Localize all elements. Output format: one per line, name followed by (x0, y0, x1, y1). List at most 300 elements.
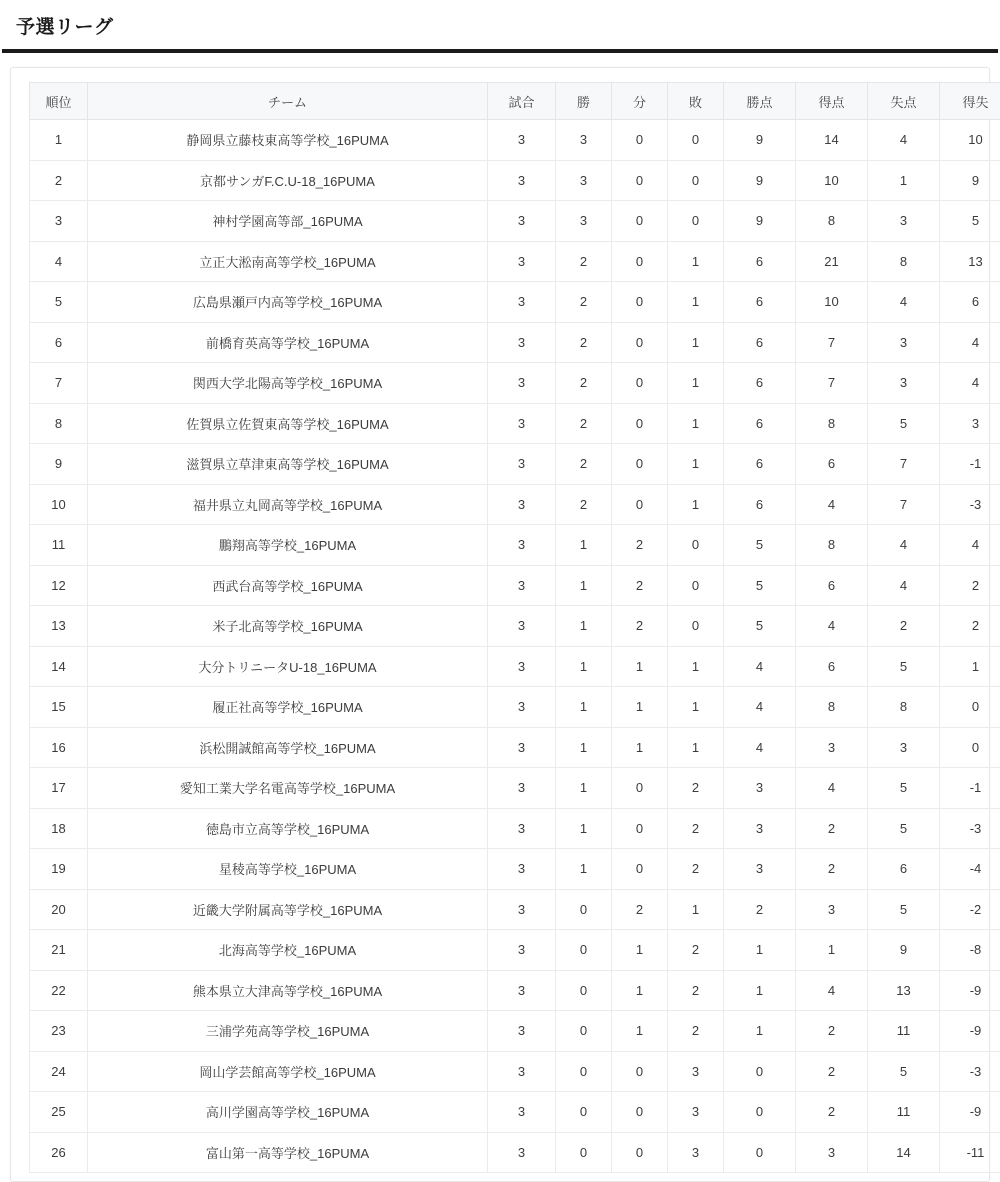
table-row (30, 646, 1000, 687)
draw-cell: 0 (612, 201, 668, 242)
goals-for-cell: 2 (796, 1092, 868, 1133)
goal-difference-cell: -8 (940, 930, 1000, 971)
draw-cell: 2 (612, 525, 668, 566)
goal-difference-cell: -2 (940, 889, 1000, 930)
loss-cell: 1 (668, 727, 724, 768)
games-cell: 3 (488, 403, 556, 444)
games-cell: 3 (488, 120, 556, 161)
games-cell: 3 (488, 1132, 556, 1173)
rank-cell: 4 (30, 241, 88, 282)
table-header-row (30, 83, 1000, 120)
column-header-win: 勝 (556, 83, 612, 120)
goals-for-cell: 21 (796, 241, 868, 282)
points-cell: 0 (724, 1051, 796, 1092)
table-row (30, 889, 1000, 930)
loss-cell: 0 (668, 201, 724, 242)
standings-panel (10, 67, 990, 1182)
goals-for-cell: 6 (796, 444, 868, 485)
loss-cell: 1 (668, 363, 724, 404)
draw-cell: 0 (612, 160, 668, 201)
goals-against-cell: 3 (868, 322, 940, 363)
table-row (30, 565, 1000, 606)
goal-difference-cell: -3 (940, 808, 1000, 849)
draw-cell: 0 (612, 484, 668, 525)
points-cell: 3 (724, 849, 796, 890)
goal-difference-cell: 5 (940, 201, 1000, 242)
loss-cell: 2 (668, 1011, 724, 1052)
table-row (30, 808, 1000, 849)
team-cell: 岡山学芸館高等学校_16PUMA (88, 1051, 488, 1092)
goals-against-cell: 5 (868, 808, 940, 849)
goal-difference-cell: 6 (940, 282, 1000, 323)
games-cell: 3 (488, 646, 556, 687)
rank-cell: 5 (30, 282, 88, 323)
win-cell: 0 (556, 1092, 612, 1133)
games-cell: 3 (488, 565, 556, 606)
draw-cell: 0 (612, 403, 668, 444)
team-cell: 佐賀県立佐賀東高等学校_16PUMA (88, 403, 488, 444)
games-cell: 3 (488, 363, 556, 404)
goals-for-cell: 2 (796, 1011, 868, 1052)
win-cell: 2 (556, 403, 612, 444)
win-cell: 3 (556, 160, 612, 201)
goal-difference-cell: -4 (940, 849, 1000, 890)
team-cell: 浜松開誠館高等学校_16PUMA (88, 727, 488, 768)
points-cell: 2 (724, 889, 796, 930)
table-row (30, 403, 1000, 444)
page-title: 予選リーグ (0, 0, 1000, 49)
goals-for-cell: 2 (796, 808, 868, 849)
games-cell: 3 (488, 727, 556, 768)
loss-cell: 1 (668, 241, 724, 282)
games-cell: 3 (488, 606, 556, 647)
team-cell: 広島県瀬戸内高等学校_16PUMA (88, 282, 488, 323)
goal-difference-cell: -9 (940, 1011, 1000, 1052)
team-cell: 前橋育英高等学校_16PUMA (88, 322, 488, 363)
goals-for-cell: 7 (796, 363, 868, 404)
games-cell: 3 (488, 849, 556, 890)
goals-for-cell: 6 (796, 646, 868, 687)
goals-against-cell: 2 (868, 606, 940, 647)
goals-for-cell: 3 (796, 889, 868, 930)
points-cell: 5 (724, 606, 796, 647)
games-cell: 3 (488, 282, 556, 323)
rank-cell: 2 (30, 160, 88, 201)
win-cell: 1 (556, 565, 612, 606)
points-cell: 1 (724, 1011, 796, 1052)
draw-cell: 0 (612, 1092, 668, 1133)
team-cell: 北海高等学校_16PUMA (88, 930, 488, 971)
table-row (30, 1051, 1000, 1092)
table-row (30, 606, 1000, 647)
rank-cell: 13 (30, 606, 88, 647)
team-cell: 滋賀県立草津東高等学校_16PUMA (88, 444, 488, 485)
win-cell: 0 (556, 889, 612, 930)
goals-against-cell: 6 (868, 849, 940, 890)
column-header-points: 勝点 (724, 83, 796, 120)
goals-for-cell: 8 (796, 201, 868, 242)
goals-for-cell: 2 (796, 1051, 868, 1092)
goals-for-cell: 2 (796, 849, 868, 890)
rank-cell: 14 (30, 646, 88, 687)
win-cell: 1 (556, 768, 612, 809)
goals-against-cell: 13 (868, 970, 940, 1011)
loss-cell: 3 (668, 1132, 724, 1173)
table-row (30, 1011, 1000, 1052)
team-cell: 履正社高等学校_16PUMA (88, 687, 488, 728)
goals-for-cell: 4 (796, 606, 868, 647)
rank-cell: 15 (30, 687, 88, 728)
points-cell: 9 (724, 201, 796, 242)
loss-cell: 2 (668, 849, 724, 890)
draw-cell: 0 (612, 322, 668, 363)
draw-cell: 0 (612, 1051, 668, 1092)
points-cell: 0 (724, 1092, 796, 1133)
table-row (30, 444, 1000, 485)
draw-cell: 2 (612, 606, 668, 647)
table-row (30, 1092, 1000, 1133)
games-cell: 3 (488, 970, 556, 1011)
loss-cell: 1 (668, 282, 724, 323)
goals-against-cell: 5 (868, 768, 940, 809)
loss-cell: 0 (668, 525, 724, 566)
table-row (30, 768, 1000, 809)
table-row (30, 160, 1000, 201)
rank-cell: 8 (30, 403, 88, 444)
draw-cell: 0 (612, 444, 668, 485)
rank-cell: 21 (30, 930, 88, 971)
points-cell: 6 (724, 363, 796, 404)
win-cell: 0 (556, 970, 612, 1011)
goal-difference-cell: -3 (940, 1051, 1000, 1092)
rank-cell: 9 (30, 444, 88, 485)
goals-for-cell: 10 (796, 160, 868, 201)
goals-against-cell: 4 (868, 565, 940, 606)
rank-cell: 25 (30, 1092, 88, 1133)
goal-difference-cell: -9 (940, 1092, 1000, 1133)
rank-cell: 7 (30, 363, 88, 404)
goal-difference-cell: -1 (940, 444, 1000, 485)
goals-against-cell: 8 (868, 687, 940, 728)
goals-for-cell: 3 (796, 1132, 868, 1173)
win-cell: 2 (556, 241, 612, 282)
team-cell: 三浦学苑高等学校_16PUMA (88, 1011, 488, 1052)
points-cell: 9 (724, 160, 796, 201)
draw-cell: 0 (612, 768, 668, 809)
games-cell: 3 (488, 1092, 556, 1133)
points-cell: 3 (724, 768, 796, 809)
table-row (30, 849, 1000, 890)
win-cell: 1 (556, 646, 612, 687)
goals-for-cell: 4 (796, 484, 868, 525)
rank-cell: 11 (30, 525, 88, 566)
games-cell: 3 (488, 1011, 556, 1052)
table-row (30, 727, 1000, 768)
goal-difference-cell: 3 (940, 403, 1000, 444)
team-cell: 西武台高等学校_16PUMA (88, 565, 488, 606)
win-cell: 2 (556, 282, 612, 323)
goals-against-cell: 11 (868, 1092, 940, 1133)
points-cell: 4 (724, 727, 796, 768)
win-cell: 1 (556, 727, 612, 768)
rank-cell: 17 (30, 768, 88, 809)
column-header-loss: 敗 (668, 83, 724, 120)
goal-difference-cell: 4 (940, 525, 1000, 566)
points-cell: 0 (724, 1132, 796, 1173)
table-row (30, 687, 1000, 728)
loss-cell: 0 (668, 120, 724, 161)
win-cell: 1 (556, 687, 612, 728)
table-row (30, 282, 1000, 323)
points-cell: 6 (724, 444, 796, 485)
loss-cell: 1 (668, 403, 724, 444)
team-cell: 神村学園高等部_16PUMA (88, 201, 488, 242)
goals-for-cell: 10 (796, 282, 868, 323)
rank-cell: 10 (30, 484, 88, 525)
goals-for-cell: 4 (796, 768, 868, 809)
table-row (30, 970, 1000, 1011)
team-cell: 高川学園高等学校_16PUMA (88, 1092, 488, 1133)
draw-cell: 1 (612, 727, 668, 768)
games-cell: 3 (488, 322, 556, 363)
goal-difference-cell: 9 (940, 160, 1000, 201)
table-row (30, 201, 1000, 242)
games-cell: 3 (488, 1051, 556, 1092)
column-header-draw: 分 (612, 83, 668, 120)
goals-against-cell: 3 (868, 727, 940, 768)
goal-difference-cell: 2 (940, 606, 1000, 647)
column-header-goals-against: 失点 (868, 83, 940, 120)
rank-cell: 18 (30, 808, 88, 849)
goal-difference-cell: 4 (940, 363, 1000, 404)
points-cell: 6 (724, 484, 796, 525)
win-cell: 2 (556, 444, 612, 485)
goals-for-cell: 3 (796, 727, 868, 768)
rank-cell: 23 (30, 1011, 88, 1052)
column-header-goals-for: 得点 (796, 83, 868, 120)
rank-cell: 1 (30, 120, 88, 161)
goal-difference-cell: 10 (940, 120, 1000, 161)
table-row (30, 241, 1000, 282)
goal-difference-cell: 13 (940, 241, 1000, 282)
points-cell: 5 (724, 565, 796, 606)
draw-cell: 0 (612, 241, 668, 282)
games-cell: 3 (488, 930, 556, 971)
win-cell: 1 (556, 525, 612, 566)
table-head (30, 83, 1000, 120)
goals-against-cell: 11 (868, 1011, 940, 1052)
goal-difference-cell: -9 (940, 970, 1000, 1011)
goal-difference-cell: -3 (940, 484, 1000, 525)
column-header-team: チーム (88, 83, 488, 120)
points-cell: 5 (724, 525, 796, 566)
title-divider (2, 49, 998, 53)
column-header-games: 試合 (488, 83, 556, 120)
rank-cell: 19 (30, 849, 88, 890)
team-cell: 関西大学北陽高等学校_16PUMA (88, 363, 488, 404)
team-cell: 徳島市立高等学校_16PUMA (88, 808, 488, 849)
goals-for-cell: 8 (796, 525, 868, 566)
loss-cell: 0 (668, 160, 724, 201)
draw-cell: 0 (612, 808, 668, 849)
win-cell: 1 (556, 849, 612, 890)
win-cell: 2 (556, 363, 612, 404)
loss-cell: 3 (668, 1092, 724, 1133)
rank-cell: 24 (30, 1051, 88, 1092)
win-cell: 3 (556, 201, 612, 242)
goals-against-cell: 7 (868, 484, 940, 525)
goal-difference-cell: 4 (940, 322, 1000, 363)
team-cell: 大分トリニータU-18_16PUMA (88, 646, 488, 687)
rank-cell: 26 (30, 1132, 88, 1173)
goals-against-cell: 8 (868, 241, 940, 282)
goals-against-cell: 4 (868, 120, 940, 161)
team-cell: 愛知工業大学名電高等学校_16PUMA (88, 768, 488, 809)
draw-cell: 1 (612, 646, 668, 687)
games-cell: 3 (488, 201, 556, 242)
goals-against-cell: 5 (868, 403, 940, 444)
goal-difference-cell: 2 (940, 565, 1000, 606)
goals-against-cell: 9 (868, 930, 940, 971)
games-cell: 3 (488, 525, 556, 566)
draw-cell: 0 (612, 363, 668, 404)
games-cell: 3 (488, 241, 556, 282)
loss-cell: 3 (668, 1051, 724, 1092)
draw-cell: 1 (612, 970, 668, 1011)
games-cell: 3 (488, 687, 556, 728)
win-cell: 0 (556, 930, 612, 971)
games-cell: 3 (488, 484, 556, 525)
goals-for-cell: 4 (796, 970, 868, 1011)
table-row (30, 1132, 1000, 1173)
points-cell: 6 (724, 282, 796, 323)
loss-cell: 1 (668, 444, 724, 485)
loss-cell: 1 (668, 889, 724, 930)
team-cell: 星稜高等学校_16PUMA (88, 849, 488, 890)
draw-cell: 2 (612, 565, 668, 606)
win-cell: 0 (556, 1011, 612, 1052)
win-cell: 3 (556, 120, 612, 161)
team-cell: 近畿大学附属高等学校_16PUMA (88, 889, 488, 930)
goals-against-cell: 4 (868, 282, 940, 323)
goals-for-cell: 8 (796, 403, 868, 444)
goal-difference-cell: -11 (940, 1132, 1000, 1173)
points-cell: 9 (724, 120, 796, 161)
draw-cell: 1 (612, 687, 668, 728)
rank-cell: 16 (30, 727, 88, 768)
goals-against-cell: 5 (868, 889, 940, 930)
team-cell: 立正大淞南高等学校_16PUMA (88, 241, 488, 282)
rank-cell: 22 (30, 970, 88, 1011)
goals-against-cell: 1 (868, 160, 940, 201)
draw-cell: 0 (612, 282, 668, 323)
table-row (30, 930, 1000, 971)
loss-cell: 2 (668, 808, 724, 849)
goal-difference-cell: 1 (940, 646, 1000, 687)
draw-cell: 2 (612, 889, 668, 930)
draw-cell: 0 (612, 849, 668, 890)
goals-against-cell: 5 (868, 646, 940, 687)
goal-difference-cell: 0 (940, 727, 1000, 768)
table-row (30, 525, 1000, 566)
points-cell: 4 (724, 646, 796, 687)
games-cell: 3 (488, 808, 556, 849)
goals-against-cell: 7 (868, 444, 940, 485)
standings-table (29, 82, 1000, 1173)
table-row (30, 322, 1000, 363)
loss-cell: 2 (668, 930, 724, 971)
rank-cell: 3 (30, 201, 88, 242)
goals-against-cell: 3 (868, 363, 940, 404)
column-header-rank: 順位 (30, 83, 88, 120)
column-header-goal-difference: 得失 (940, 83, 1000, 120)
points-cell: 6 (724, 241, 796, 282)
loss-cell: 1 (668, 687, 724, 728)
draw-cell: 1 (612, 930, 668, 971)
goals-against-cell: 3 (868, 201, 940, 242)
goals-for-cell: 7 (796, 322, 868, 363)
goals-for-cell: 1 (796, 930, 868, 971)
win-cell: 2 (556, 484, 612, 525)
win-cell: 2 (556, 322, 612, 363)
team-cell: 富山第一高等学校_16PUMA (88, 1132, 488, 1173)
goals-for-cell: 14 (796, 120, 868, 161)
points-cell: 1 (724, 970, 796, 1011)
points-cell: 6 (724, 322, 796, 363)
loss-cell: 0 (668, 565, 724, 606)
games-cell: 3 (488, 160, 556, 201)
team-cell: 米子北高等学校_16PUMA (88, 606, 488, 647)
table-row (30, 363, 1000, 404)
points-cell: 3 (724, 808, 796, 849)
rank-cell: 6 (30, 322, 88, 363)
games-cell: 3 (488, 889, 556, 930)
loss-cell: 2 (668, 970, 724, 1011)
games-cell: 3 (488, 768, 556, 809)
win-cell: 1 (556, 808, 612, 849)
win-cell: 0 (556, 1132, 612, 1173)
goals-against-cell: 5 (868, 1051, 940, 1092)
points-cell: 4 (724, 687, 796, 728)
win-cell: 0 (556, 1051, 612, 1092)
draw-cell: 0 (612, 1132, 668, 1173)
team-cell: 鵬翔高等学校_16PUMA (88, 525, 488, 566)
win-cell: 1 (556, 606, 612, 647)
goals-for-cell: 8 (796, 687, 868, 728)
draw-cell: 1 (612, 1011, 668, 1052)
goals-for-cell: 6 (796, 565, 868, 606)
table-body (30, 120, 1000, 1173)
goal-difference-cell: 0 (940, 687, 1000, 728)
loss-cell: 1 (668, 322, 724, 363)
games-cell: 3 (488, 444, 556, 485)
table-row (30, 120, 1000, 161)
goal-difference-cell: -1 (940, 768, 1000, 809)
team-cell: 熊本県立大津高等学校_16PUMA (88, 970, 488, 1011)
rank-cell: 12 (30, 565, 88, 606)
rank-cell: 20 (30, 889, 88, 930)
points-cell: 1 (724, 930, 796, 971)
team-cell: 福井県立丸岡高等学校_16PUMA (88, 484, 488, 525)
table-row (30, 484, 1000, 525)
loss-cell: 2 (668, 768, 724, 809)
loss-cell: 1 (668, 484, 724, 525)
team-cell: 静岡県立藤枝東高等学校_16PUMA (88, 120, 488, 161)
loss-cell: 1 (668, 646, 724, 687)
team-cell: 京都サンガF.C.U-18_16PUMA (88, 160, 488, 201)
points-cell: 6 (724, 403, 796, 444)
goals-against-cell: 14 (868, 1132, 940, 1173)
